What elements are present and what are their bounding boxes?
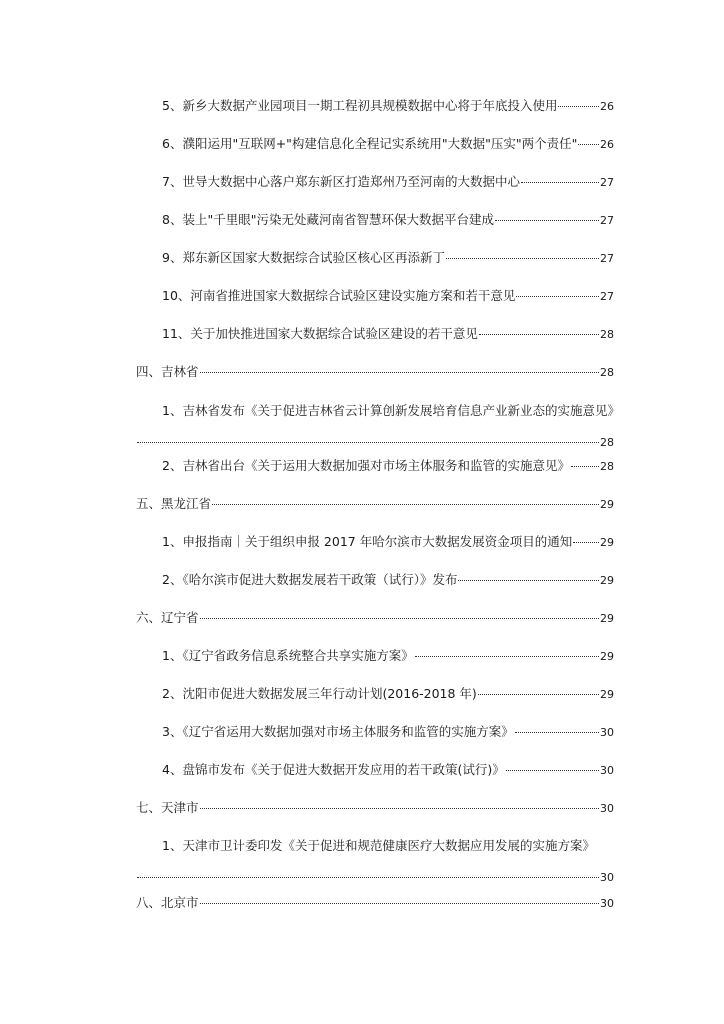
- dot-leader: [200, 808, 599, 809]
- toc-entry[interactable]: [162, 288, 614, 305]
- toc-entry[interactable]: [162, 174, 614, 191]
- toc-entry[interactable]: [162, 326, 614, 343]
- dot-leader: [446, 258, 599, 259]
- dot-leader: [573, 542, 599, 543]
- dot-leader: [521, 182, 599, 183]
- toc-entry-title: 1、天津市卫计委印发《关于促进和规范健康医疗大数据应用发展的实施方案》: [162, 838, 595, 853]
- toc-page-number: 29: [600, 498, 614, 511]
- toc-page-number: 30: [600, 871, 614, 884]
- toc-entry[interactable]: [162, 212, 614, 229]
- toc-page-number: 30: [600, 764, 614, 777]
- dot-leader: [479, 334, 599, 335]
- toc-page-number: 27: [600, 176, 614, 189]
- dot-leader: [137, 877, 599, 878]
- dot-leader: [571, 466, 599, 467]
- toc-page-number: 30: [600, 802, 614, 815]
- toc-entry-title: 6、濮阳运用"互联网+"构建信息化全程记实系统用"大数据"压实"两个责任": [162, 136, 578, 151]
- toc-entry-title: 七、天津市: [136, 800, 199, 815]
- toc-entry-title: 11、关于加快推进国家大数据综合试验区建设的若干意见: [162, 326, 478, 341]
- toc-entry-title: 3、《辽宁省运用大数据加强对市场主体服务和监管的实施方案》: [162, 724, 514, 739]
- toc-entry-title: 4、盘锦市发布《关于促进大数据开发应用的若干政策(试行)》: [162, 762, 505, 777]
- toc-page-number: 29: [600, 574, 614, 587]
- dot-leader: [415, 656, 599, 657]
- toc-page-number: 30: [600, 726, 614, 739]
- dot-leader: [578, 144, 599, 145]
- dot-leader: [200, 618, 599, 619]
- dot-leader: [478, 694, 599, 695]
- toc-entry[interactable]: [162, 724, 614, 741]
- toc-entry[interactable]: [162, 98, 614, 115]
- toc-entry[interactable]: [162, 838, 614, 886]
- toc-entry-title: 1、《辽宁省政务信息系统整合共享实施方案》: [162, 648, 414, 663]
- toc-page-number: 27: [600, 214, 614, 227]
- toc-entry[interactable]: [162, 403, 620, 451]
- toc-entry-title: 9、郑东新区国家大数据综合试验区核心区再添新丁: [162, 250, 445, 265]
- dot-leader: [200, 372, 599, 373]
- toc-entry-title: 2、沈阳市促进大数据发展三年行动计划(2016-2018 年): [162, 686, 477, 701]
- dot-leader: [458, 580, 599, 581]
- dot-leader: [516, 296, 599, 297]
- dot-leader: [506, 770, 599, 771]
- toc-entry-title: 五、黑龙江省: [136, 496, 212, 511]
- toc-section-entry[interactable]: [136, 610, 614, 627]
- toc-entry[interactable]: [162, 648, 614, 665]
- dot-leader: [200, 903, 599, 904]
- toc-page-number: 29: [600, 536, 614, 549]
- dot-leader: [558, 106, 599, 107]
- toc-entry[interactable]: [162, 534, 614, 551]
- toc-entry-title: 5、新乡大数据产业园项目一期工程初具规模数据中心将于年底投入使用: [162, 98, 558, 113]
- toc-page-number: 28: [600, 328, 614, 341]
- toc-page-number: 27: [600, 290, 614, 303]
- toc-entry-title: 1、吉林省发布《关于促进吉林省云计算创新发展培育信息产业新业态的实施意见》: [162, 403, 620, 418]
- toc-page-number: 29: [600, 650, 614, 663]
- toc-entry[interactable]: [162, 458, 614, 475]
- toc-entry-title: 1、申报指南｜关于组织申报 2017 年哈尔滨市大数据发展资金项目的通知: [162, 534, 573, 549]
- toc-page-number: 26: [600, 100, 614, 113]
- toc-entry-title: 8、装上"千里眼"污染无处藏河南省智慧环保大数据平台建成: [162, 212, 494, 227]
- toc-entry-title: 7、世导大数据中心落户郑东新区打造郑州乃至河南的大数据中心: [162, 174, 520, 189]
- dot-leader: [495, 220, 599, 221]
- toc-entry[interactable]: [162, 762, 614, 779]
- toc-entry-title: 八、北京市: [136, 895, 199, 910]
- toc-entry[interactable]: [162, 250, 614, 267]
- toc-section-entry[interactable]: [136, 800, 614, 817]
- toc-entry[interactable]: [162, 572, 614, 589]
- toc-page-number: 27: [600, 252, 614, 265]
- toc-entry-title: 四、吉林省: [136, 364, 199, 379]
- toc-page-number: 30: [600, 897, 614, 910]
- toc-page-number: 26: [600, 138, 614, 151]
- toc-page-number: 29: [600, 688, 614, 701]
- toc-section-entry[interactable]: [136, 496, 614, 513]
- dot-leader: [515, 732, 599, 733]
- toc-entry-title: 2、吉林省出台《关于运用大数据加强对市场主体服务和监管的实施意见》: [162, 458, 570, 473]
- toc-entry-title: 10、河南省推进国家大数据综合试验区建设实施方案和若干意见: [162, 288, 516, 303]
- toc-entry[interactable]: [162, 686, 614, 703]
- toc-entry-title: 2、《哈尔滨市促进大数据发展若干政策（试行）》发布: [162, 572, 458, 587]
- toc-entry-title: 六、辽宁省: [136, 610, 199, 625]
- dot-leader: [212, 504, 599, 505]
- toc-page-number: 28: [600, 366, 614, 379]
- dot-leader: [137, 442, 599, 443]
- toc-section-entry[interactable]: [136, 364, 614, 381]
- toc-page-number: 29: [600, 612, 614, 625]
- toc-page-number: 28: [600, 460, 614, 473]
- toc-section-entry[interactable]: [136, 895, 614, 912]
- toc-page-number: 28: [600, 436, 614, 449]
- toc-entry[interactable]: [162, 136, 614, 153]
